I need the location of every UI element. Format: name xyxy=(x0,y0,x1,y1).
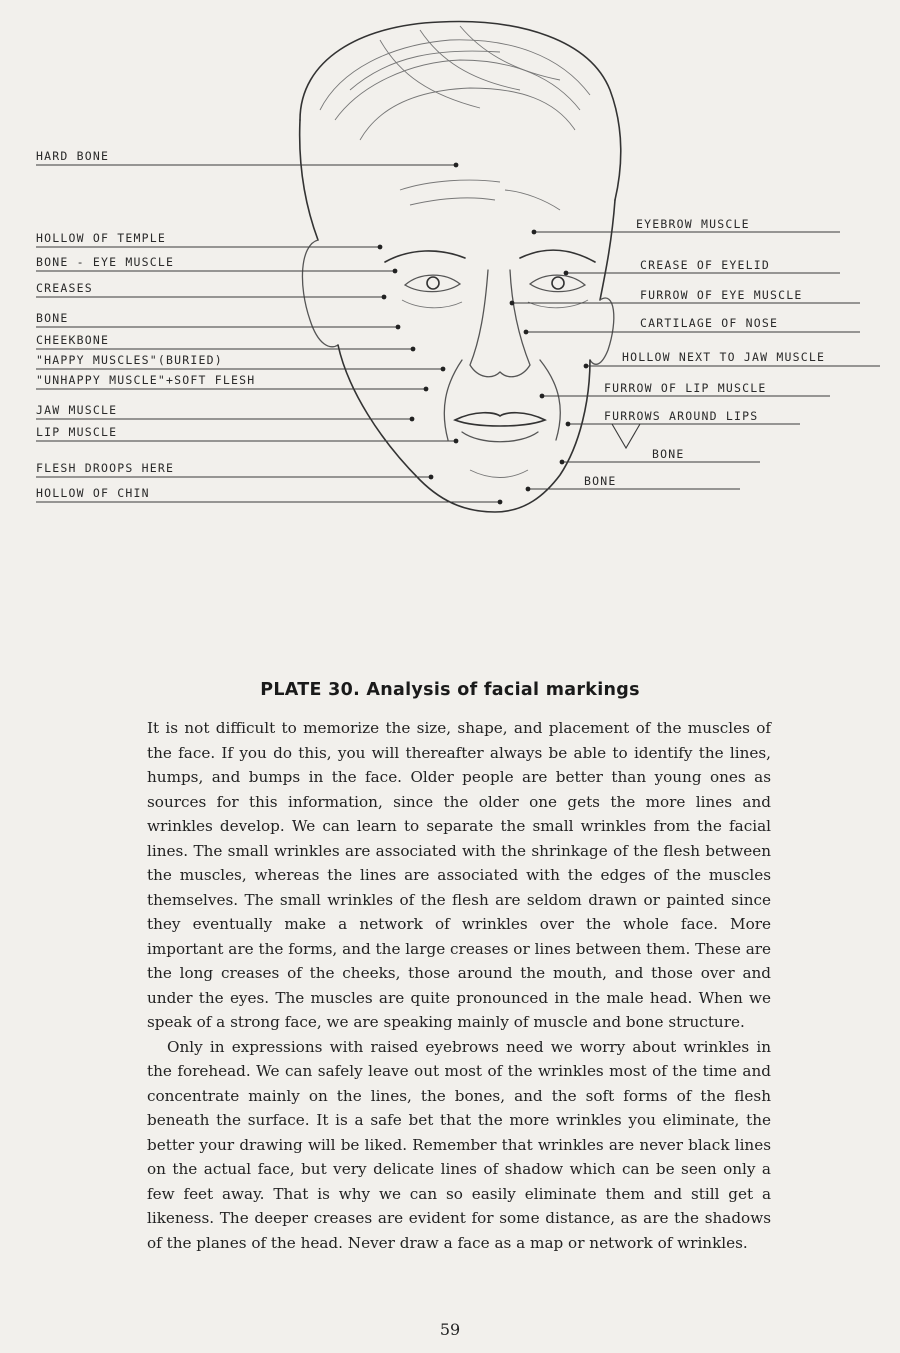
paragraph-1: It is not difficult to memorize the size, shape, and placement of the muscles of the face. If you do this, you will thereafter always be able to identify the lines, humps, and bumps in the face. Older people are better than young ones as sources for this information, since the older one gets the more lines and wrinkles develop. We can learn to separate the small wrinkles from the facial lines. The small wrinkles are associated with the shrinkage of the flesh between the muscles, whereas the lines are associated with the edges of the muscles themselves. The small wrinkles of the flesh are seldom drawn or painted since they eventually make a network of wrinkles over the whole face. More important are the forms, and the large creases or lines between them. These are the long creases of the cheeks, those around the mouth, and those over and under the eyes. The muscles are quite pronounced in the male head. When we speak of a strong face, we are speaking mainly of muscle and bone structure. xyxy=(147,719,771,1031)
anchor-dot xyxy=(584,364,589,369)
leader-line-fork xyxy=(612,424,640,448)
anchor-dot xyxy=(498,500,503,505)
label-jaw-muscle: JAW MUSCLE xyxy=(36,403,118,417)
label-happy-muscles: "HAPPY MUSCLES"(BURIED) xyxy=(36,353,223,367)
left-label-group xyxy=(36,149,502,504)
anchor-dot xyxy=(532,230,537,235)
anchor-dot xyxy=(454,163,459,168)
label-bone-right-upper: BONE xyxy=(652,447,685,461)
label-furrows-around-lips: FURROWS AROUND LIPS xyxy=(604,409,759,423)
anchor-dot xyxy=(526,487,531,492)
anchor-dot xyxy=(454,439,459,444)
label-cartilage-of-nose: CARTILAGE OF NOSE xyxy=(640,316,779,330)
right-label-group xyxy=(510,217,880,491)
label-hollow-of-chin: HOLLOW OF CHIN xyxy=(36,486,150,500)
label-crease-of-eyelid: CREASE OF EYELID xyxy=(640,258,770,272)
face-diagram-svg xyxy=(0,0,900,540)
anchor-dot xyxy=(396,325,401,330)
label-creases: CREASES xyxy=(36,281,93,295)
face-anatomy-illustration xyxy=(0,0,900,540)
face-drawing xyxy=(300,22,621,512)
anchor-dot xyxy=(564,271,569,276)
anchor-dot xyxy=(566,422,571,427)
label-bone-right-lower: BONE xyxy=(584,474,617,488)
anchor-dot xyxy=(524,330,529,335)
label-cheekbone: CHEEKBONE xyxy=(36,333,110,347)
label-hard-bone: HARD BONE xyxy=(36,149,110,163)
anchor-dot xyxy=(378,245,383,250)
anchor-dot xyxy=(393,269,398,274)
anchor-dot xyxy=(560,460,565,465)
plate-title: PLATE 30. Analysis of facial markings xyxy=(260,680,640,700)
label-eyebrow-muscle: EYEBROW MUSCLE xyxy=(636,217,750,231)
anchor-dot xyxy=(424,387,429,392)
page-number: 59 xyxy=(439,1320,461,1339)
label-flesh-droops-here: FLESH DROOPS HERE xyxy=(36,461,175,475)
label-lip-muscle: LIP MUSCLE xyxy=(36,425,118,439)
label-furrow-of-lip-muscle: FURROW OF LIP MUSCLE xyxy=(604,381,767,395)
anchor-dot xyxy=(410,417,415,422)
body-text xyxy=(147,716,771,1255)
anchor-dot xyxy=(441,367,446,372)
anchor-dot xyxy=(411,347,416,352)
label-bone: BONE xyxy=(36,311,69,325)
anchor-dot xyxy=(510,301,515,306)
label-hollow-next-to-jaw-muscle: HOLLOW NEXT TO JAW MUSCLE xyxy=(622,350,826,364)
anchor-dot xyxy=(429,475,434,480)
label-furrow-of-eye-muscle: FURROW OF EYE MUSCLE xyxy=(640,288,803,302)
label-hollow-of-temple: HOLLOW OF TEMPLE xyxy=(36,231,166,245)
paragraph-2: Only in expressions with raised eyebrows need we worry about wrinkles in the forehead. We can safely leave out most of the wrinkles most of the time and concentrate mainly on the lines, the bones, and the soft forms of the flesh beneath the surface. It is a safe bet that the more wrinkles you eliminate, the better your drawing will be liked. Remember that wrinkles are never black lines on the actual face, but very delicate lines of shadow which can be seen only a few feet away. That is why we can so easily eliminate them and still get a likeness. The deeper creases are evident for some distance, as are the shadows of the planes of the head. Never draw a face as a map or network of wrinkles. xyxy=(147,1037,771,1252)
label-unhappy-muscle: "UNHAPPY MUSCLE"+SOFT FLESH xyxy=(36,373,256,387)
anchor-dot xyxy=(382,295,387,300)
anchor-dot xyxy=(540,394,545,399)
label-bone-eye-muscle: BONE - EYE MUSCLE xyxy=(36,255,175,269)
